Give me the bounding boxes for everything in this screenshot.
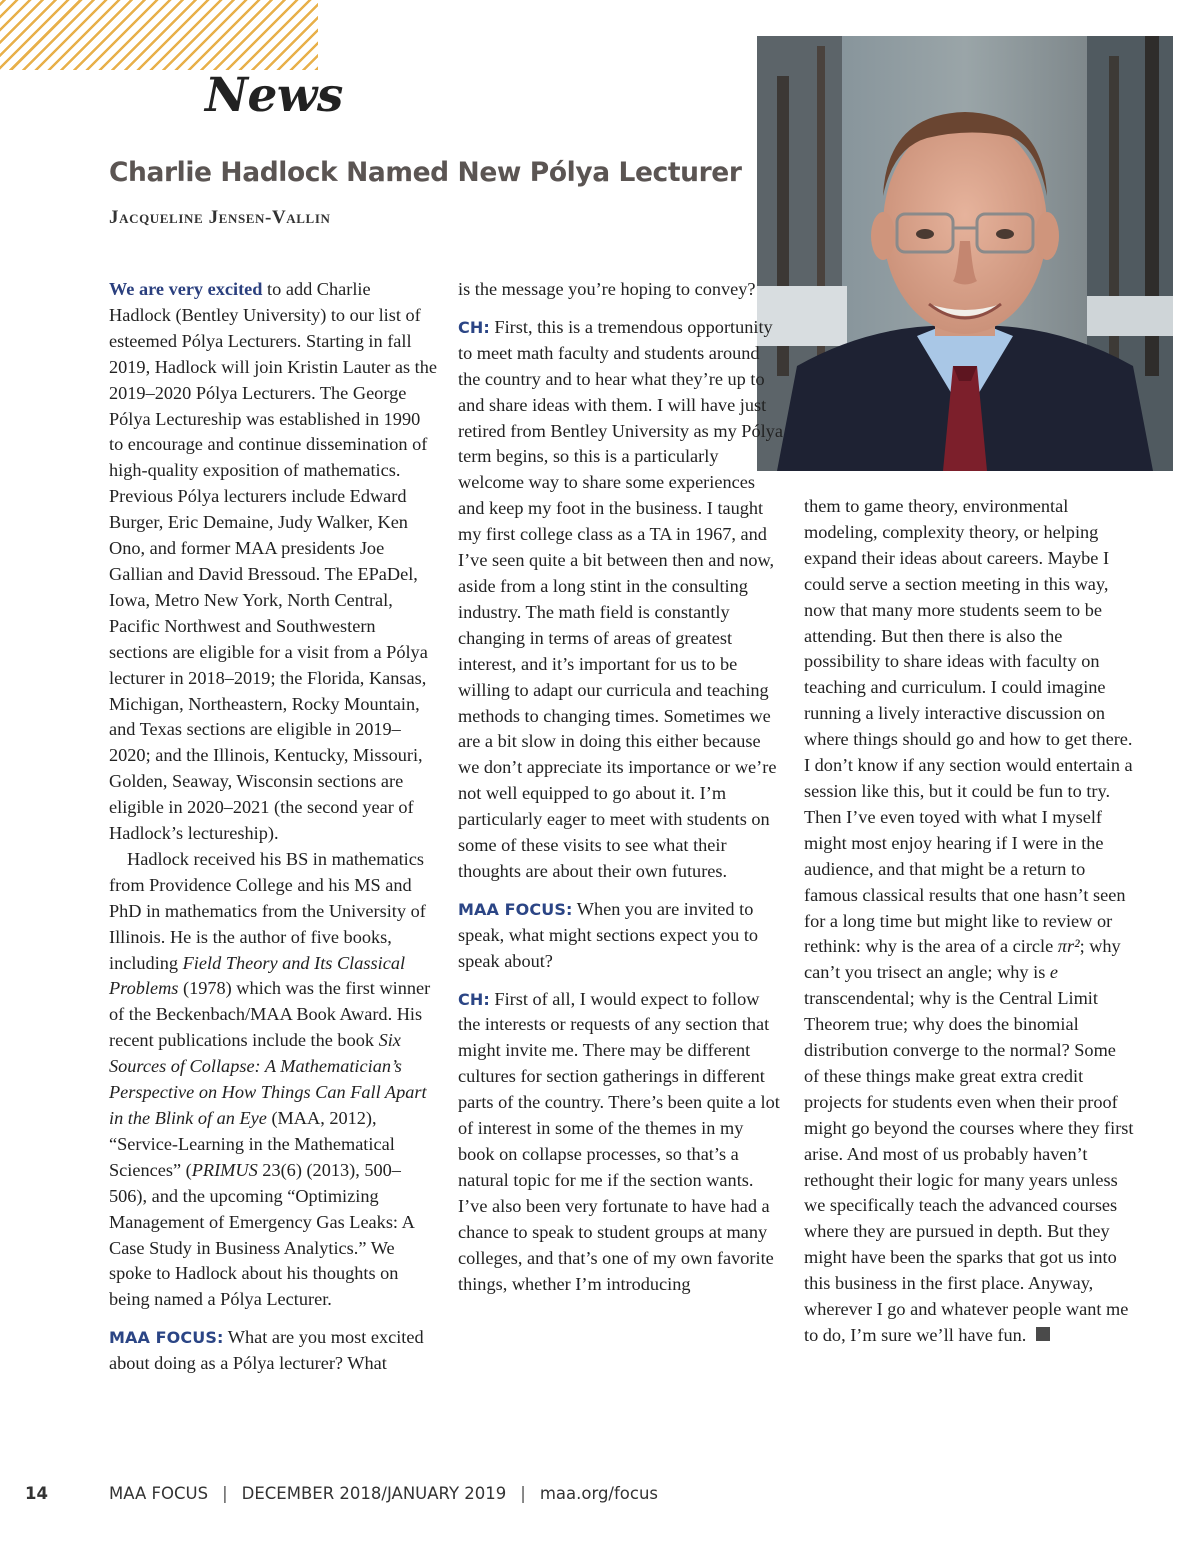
footer-url[interactable]: maa.org/focus — [539, 1483, 659, 1503]
interviewer-label: MAA FOCUS: — [109, 1328, 224, 1348]
article-column-2 — [458, 277, 783, 1297]
answer-2 — [458, 987, 783, 1298]
math-expression: e — [1049, 962, 1059, 983]
intro-text: to add Charlie Hadlock (Bentley University) to our list of esteemed Pólya Lecturers. Starting in fall 2019, Hadlock will join Kristin Lauter as the 2019–2020 Pólya Lecturers. The George Pólya Lectureship was established in 1990 to encourage and continue dissemination of high-quality exposition of mathematics. Previous Pólya lecturers include Edward Burger, Eric Demaine, Judy Walker, Ken Ono, and former MAA presidents Joe Gallian and David Bressoud. The EPaDel, Iowa, Metro New York, North Central, Pacific Northwest and Southwestern sections are eligible for a visit from a Pólya lecturer in 2018–2019; the Florida, Kansas, Michigan, Northeastern, Rocky Mountain, and Texas sections are eligible in 2019–2020; and the Illinois, Kentucky, Missouri, Golden, Seaway, Wisconsin sections are eligible in 2020–2021 (the second year of Hadlock’s lectureship). — [109, 279, 437, 844]
bio-text: (MAA, 2012), “Service-Learning in the Mathematical Sciences” ( — [109, 1108, 395, 1180]
interviewee-label: CH: — [458, 317, 490, 337]
answer-text: First of all, I would expect to follow the interests or requests of any section that might invite me. There may be different cultures for section gatherings in different parts of the country. There’s been quite a lot of interest in some of the themes in my book on collapse processes, so that’s a natural topic for me if the section wants. I’ve also been very fortunate to have had a chance to speak to student groups at many colleges, and that’s one of my own favorite things, whether I’m introducing — [458, 988, 780, 1294]
page-footer — [25, 1481, 658, 1505]
footer-separator: | — [222, 1483, 228, 1503]
math-expression: πr² — [1057, 936, 1080, 957]
bio-text: 23(6) (2013), 500–506), and the upcoming “Optimizing Management of Emergency Gas Leaks: A Case Study in Business Analytics.” We spoke to Hadlock about his thoughts on being named a Pólya Lecturer. — [109, 1159, 414, 1310]
interviewer-label: MAA FOCUS: — [458, 899, 573, 919]
page-number: 14 — [25, 1483, 48, 1503]
article-column-1 — [109, 277, 437, 1377]
answer-1 — [458, 315, 783, 885]
interviewee-label: CH: — [458, 989, 490, 1009]
article-column-3 — [804, 494, 1134, 1349]
footer-separator: | — [520, 1483, 526, 1503]
answer-text: ; why can’t you trisect an angle; why is — [804, 936, 1121, 983]
book-title: Field Theory and Its Classical Problems — [109, 952, 406, 999]
bio-paragraph — [109, 847, 437, 1313]
lead-in: We are very excited — [109, 279, 263, 299]
issue-date: DECEMBER 2018/JANUARY 2019 — [241, 1483, 507, 1503]
question-text: What are you most excited about doing as a Pólya lecturer? What — [109, 1327, 424, 1374]
bio-text: (1978) which was the first winner of the Beckenbach/MAA Book Award. His recent publications include the book — [109, 978, 431, 1051]
answer-2-continued — [804, 494, 1134, 1349]
question-2 — [458, 897, 783, 975]
article-byline: Jacqueline Jensen-Vallin — [109, 207, 331, 228]
journal-title: PRIMUS — [191, 1159, 258, 1180]
bio-text: Hadlock received his BS in mathematics from Providence College and his MS and PhD in mathematics from the University of Illinois. He is the author of five books, including — [109, 848, 426, 973]
question-1-continued: is the message you’re hoping to convey? — [458, 279, 756, 299]
section-label: News — [205, 68, 343, 123]
portrait-photo — [757, 36, 1173, 471]
answer-text: transcendental; why is the Central Limit Theorem true; why does the binomial distribution converge to the normal? Some of these things make great extra credit projects for students even when their proof might go beyond the courses where they first arise. And most of us probably haven’t rethought their logic for many years unless we specifically teach the advanced courses where they are pursued in depth. But they might have been the sparks that got us into this business in the first place. Anyway, wherever I go and whatever people want me to do, I’m sure we’ll have fun. — [804, 988, 1134, 1345]
decorative-stripes — [0, 0, 318, 70]
question-1 — [109, 1325, 437, 1377]
book-title: Six Sources of Collapse: A Mathematician’s Perspective on How Things Can Fall Apart in the Blink of an Eye — [109, 1030, 427, 1128]
answer-text: them to game theory, environmental modeling, complexity theory, or helping expand their ideas about careers. Maybe I could serve a section meeting in this way, now that many more students seem to be attending. But then there is also the possibility to share ideas with faculty on teaching and curriculum. I could imagine running a lively interactive discussion on where things should go and how to get there. I don’t know if any section would entertain a session like this, but it could be fun to try. Then I’ve even toyed with what I myself might most enjoy hearing if I were in the audience, and that might be a return to famous classical results that one hasn’t seen for a long time but might like to review or rethink: why is the area of a circle — [804, 496, 1133, 957]
article-headline: Charlie Hadlock Named New Pólya Lecturer — [109, 157, 742, 188]
question-text: When you are invited to speak, what might sections expect you to speak about? — [458, 898, 759, 971]
intro-paragraph — [109, 277, 437, 847]
end-of-article-mark — [1036, 1327, 1050, 1341]
answer-text: First, this is a tremendous opportunity to meet math faculty and students around the country and to hear what they’re up to and share ideas with them. I will have just retired from Bentley University as my Pólya term begins, so this is a particularly welcome way to share some experiences and keep my foot in the business. I taught my first college class as a TA in 1967, and I’ve seen quite a bit between then and now, aside from a long stint in the consulting industry. The math field is constantly changing in terms of areas of greatest interest, and it’s important for us to be willing to adapt our curricula and teaching methods to changing times. Sometimes we are a bit slow in doing this either because we don’t appreciate its importance or we’re not well equipped to go about it. I’m particularly eager to meet with students on some of these visits to see what their thoughts are about their own futures. — [458, 316, 783, 881]
publication-name: MAA FOCUS — [109, 1483, 209, 1503]
portrait-illustration — [757, 36, 1173, 471]
